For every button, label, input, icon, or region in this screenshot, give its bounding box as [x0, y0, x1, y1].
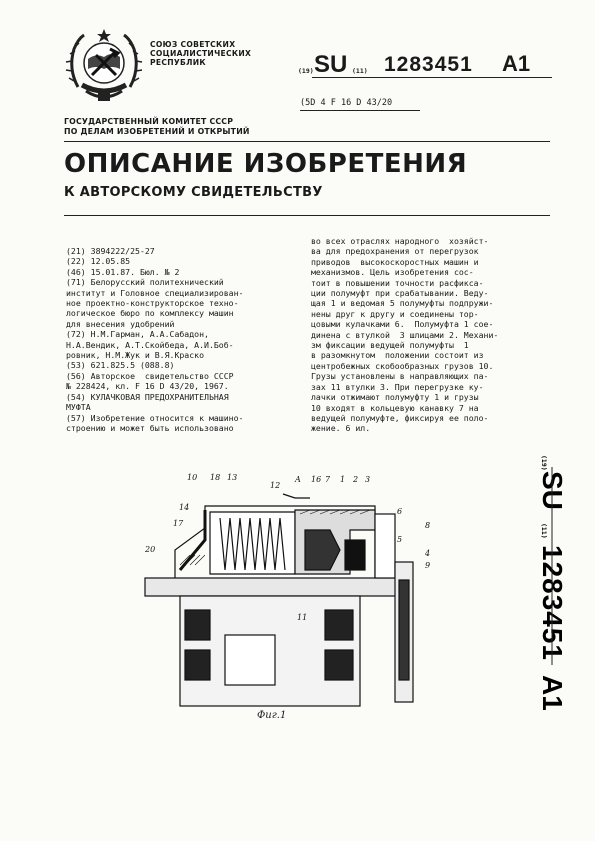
fig-label: 12 — [270, 481, 281, 490]
ipc-underline — [300, 110, 420, 111]
biblio-line: строению и может быть использовано — [66, 422, 234, 433]
fig-label: 6 — [397, 507, 403, 516]
fig-label: 5 — [397, 535, 403, 544]
abstract-line: во всех отраслях народного хозяйст- — [311, 236, 489, 246]
biblio-line: (56) Авторское свидетельство СССР — [66, 370, 234, 381]
abstract-line: в разомкнутом положении состоит из — [311, 350, 484, 361]
side-country: SU — [537, 471, 568, 510]
ipc-code: (5D 4 — [300, 98, 326, 108]
abstract-line: ва для предохранения от перегрузок — [311, 246, 479, 257]
ipc-classification — [300, 98, 392, 108]
document-subtitle: К АВТОРСКОМУ СВИДЕТЕЛЬСТВУ — [64, 185, 323, 200]
biblio-line: (71) Белорусский политехнический — [66, 277, 224, 288]
fig-label: 2 — [353, 475, 359, 484]
top-rule — [64, 141, 550, 142]
country-code: SU — [314, 51, 348, 78]
fig-label: 16 — [311, 475, 322, 484]
abstract-line: жение. 6 ил. — [311, 423, 371, 434]
side-code-19: (19) — [540, 455, 548, 471]
biblio-line: (57) Изобретение относится к машино- — [66, 412, 244, 423]
abstract-line: нены друг к другу и соединены тор- — [311, 308, 479, 319]
side-number: 1283451 — [537, 545, 568, 662]
fig-label: 20 — [145, 545, 156, 554]
abstract-text — [311, 236, 533, 434]
abstract-line: ции полумуфт при срабатывании. Веду- — [311, 288, 489, 299]
bibliographic-data — [66, 246, 302, 433]
abstract-line: Грузы установлены в направляющих па- — [311, 371, 489, 382]
biblio-line: № 228424, кл. F 16 D 43/20, 1967. — [66, 381, 229, 392]
fig-label: 13 — [227, 473, 238, 482]
biblio-line: институт и Головное специализирован- — [66, 287, 244, 298]
coupling-drawing — [135, 470, 435, 730]
patent-number-block — [298, 51, 558, 81]
fig-label: 7 — [325, 475, 331, 484]
biblio-line: для внесения удобрений — [66, 318, 175, 329]
biblio-line: (53) 621.825.5 (088.8) — [66, 360, 175, 371]
code-11: (11) — [352, 67, 368, 75]
abstract-line: приводов высокоскоростных машин и — [311, 256, 479, 267]
biblio-line: ровник, Н.М.Жук и В.Я.Краско — [66, 350, 205, 361]
abstract-line: лачки отжимают полумуфту 1 и грузы — [311, 392, 479, 403]
abstract-line: 10 входят в кольцевую канавку 7 на — [311, 402, 479, 413]
biblio-line: (54) КУЛАЧКОВАЯ ПРЕДОХРАНИТЕЛЬНАЯ — [66, 391, 229, 402]
abstract-line: щая 1 и ведомая 5 полумуфты подпружи- — [311, 298, 494, 309]
fig-label: 11 — [297, 613, 308, 622]
abstract-line: цовыми кулачками 6. Полумуфта 1 сое- — [311, 319, 494, 330]
fig-label: A — [295, 475, 301, 484]
biblio-line: (72) Н.М.Гарман, А.А.Сабадон, — [66, 329, 209, 340]
title-rule — [64, 215, 550, 216]
biblio-line: (46) 15.01.87. Бюл. № 2 — [66, 266, 180, 277]
patent-number: 1283451 — [384, 53, 473, 76]
side-code-11: (11) — [540, 523, 548, 539]
abstract-line: зах 11 втулки 3. При перегрузке ку- — [311, 381, 484, 392]
biblio-line: Н.А.Вендик, А.Т.Скойбеда, А.И.Боб- — [66, 339, 234, 350]
abstract-line: центробежных скобообразных грузов 10. — [311, 360, 494, 371]
abstract-line: механизмов. Цель изобретения сос- — [311, 267, 474, 278]
org-line: СОЦИАЛИСТИЧЕСКИХ — [150, 49, 252, 58]
vertical-patent-id — [522, 455, 577, 725]
biblio-line: МУФТА — [66, 402, 91, 413]
ipc-value: F 16 D 43/20 — [330, 98, 393, 108]
fig-label: 18 — [210, 473, 221, 482]
fig-label: 8 — [425, 521, 431, 530]
fig-label: 1 — [340, 475, 346, 484]
abstract-line: тоит в повышении точности расфикса- — [311, 277, 484, 288]
biblio-line: (21) 3894222/25-27 — [66, 246, 155, 256]
fig-label: 10 — [187, 473, 198, 482]
document-title: ОПИСАНИЕ ИЗОБРЕТЕНИЯ — [64, 149, 468, 179]
kind-code: A1 — [502, 51, 531, 76]
org-line: СОЮЗ СОВЕТСКИХ — [150, 40, 236, 49]
fig-label: 3 — [365, 475, 371, 484]
fig-label: 17 — [173, 519, 184, 528]
fig-label: 9 — [425, 561, 431, 570]
biblio-line: логическое бюро по комплексу машин — [66, 308, 234, 319]
biblio-line: ное проектно-конструкторское техно- — [66, 298, 239, 309]
abstract-line: ведущей полумуфте, фиксируя ее поло- — [311, 412, 489, 423]
committee-line: ГОСУДАРСТВЕННЫЙ КОМИТЕТ СССР — [64, 117, 234, 126]
ussr-emblem — [62, 25, 146, 109]
committee-name — [64, 117, 250, 137]
side-kind: A1 — [537, 675, 568, 711]
abstract-line: динена с втулкой 3 шлицами 2. Механи- — [311, 329, 499, 340]
code-19: (19) — [298, 67, 314, 75]
underline — [312, 77, 552, 78]
org-line: РЕСПУБЛИК — [150, 58, 206, 67]
fig-label: 4 — [425, 549, 431, 558]
fig-label: 14 — [179, 503, 190, 512]
figure-caption: Фиг.1 — [257, 710, 287, 721]
issuer-country — [150, 40, 251, 67]
biblio-line: (22) 12.05.85 — [66, 256, 131, 267]
abstract-line: зм фиксации ведущей полумуфты 1 — [311, 340, 469, 351]
committee-line: ПО ДЕЛАМ ИЗОБРЕТЕНИЙ И ОТКРЫТИЙ — [64, 127, 250, 136]
